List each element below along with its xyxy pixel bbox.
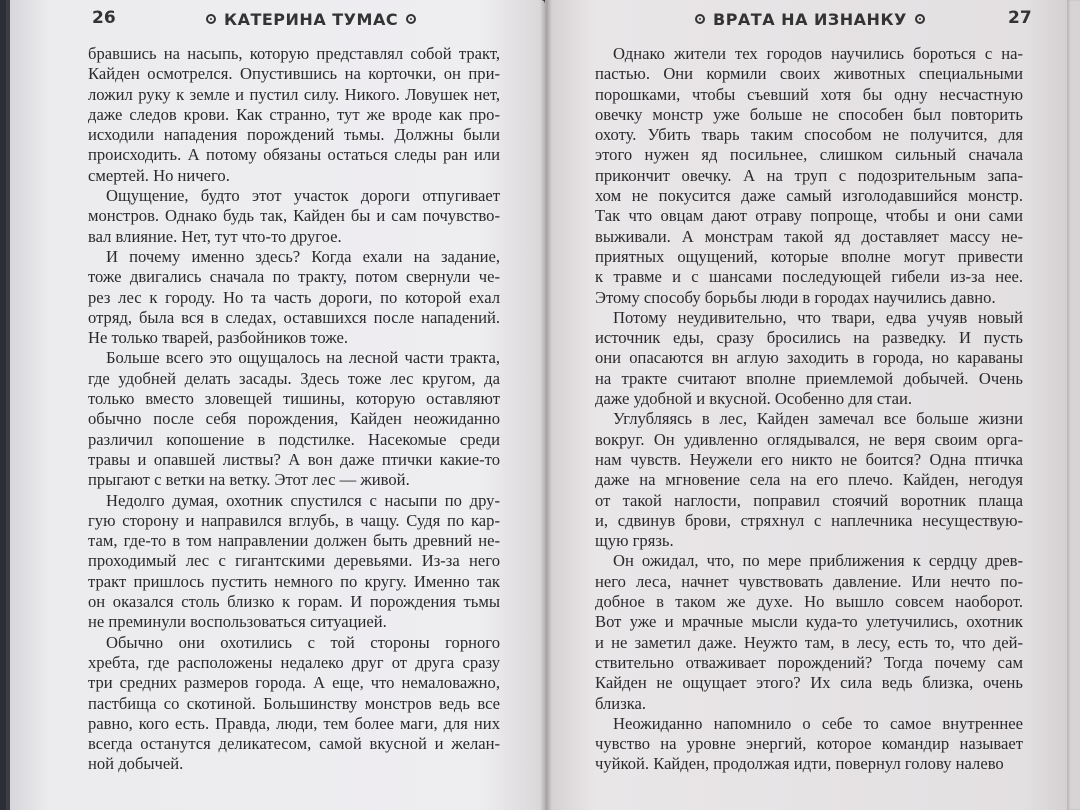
text-line: всегда останутся деликатесом, самой вкусной и желан- — [88, 734, 500, 754]
text-line: только вместо зловещей тишины, которую оставляют — [88, 389, 500, 409]
text-line: бравшись на насыпь, которую представлял собой тракт, — [88, 44, 500, 63]
text-line: Однако жители тех городов научились бороться с на- — [613, 44, 1023, 63]
text-line: охоту. Убить тварь таким способом не получится, для — [595, 125, 1023, 145]
text-line: к травме и с шансами последующей гибели из-за нее. — [595, 267, 1023, 287]
text-line: три средних размеров города. А еще, что немаловажно, — [88, 673, 500, 693]
text-line: хребта, где расположены недалеко друг от друга сразу — [88, 652, 500, 672]
text-line: Неожиданно напомнило о себе то самое внутреннее — [613, 713, 1023, 733]
text-line: даже следов крови. Как странно, тут же вроде как про- — [88, 104, 500, 124]
text-line: Он ожидал, что, по мере приближения к сердцу древ- — [613, 551, 1023, 571]
text-line: обычно после себя порождения, Кайден неожиданно — [88, 409, 500, 429]
right-running-header — [687, 6, 933, 32]
text-line: проходимый лес с гигантскими деревьями. Из-за него — [88, 551, 500, 571]
text-line: тоже двигались сначала по тракту, потом свернули че- — [88, 267, 500, 287]
text-line: хом не покусится даже самый изголодавшийся монстр. — [595, 186, 1023, 206]
text-line: он оказался столь близко к горам. И порождения тьмы — [88, 592, 500, 612]
text-line: и не заметил даже. Неужто там, в лесу, есть то, что дей- — [595, 632, 1023, 652]
header-ornament-icon — [915, 14, 925, 24]
text-line: порошками, чтобы съевший хотя бы одну несчастную — [595, 84, 1023, 104]
text-line: рез лес к городу. Но та часть дороги, по которой ехал — [88, 287, 500, 307]
text-line: Не только тварей, разбойников тоже. — [88, 328, 348, 348]
text-line: источник еды, сразу бросились на разведку. И пусть — [595, 328, 1023, 348]
header-ornament-icon — [695, 14, 705, 24]
text-line: гую сторону и направился вглубь, в чащу. Судя по кар- — [88, 510, 500, 530]
text-line: овечку монстр уже больше не способен был повторить — [595, 104, 1023, 124]
text-line: Обычно они охотились с той стороны горного — [106, 632, 500, 652]
left-page-number: 26 — [92, 8, 116, 28]
text-line: пастью. Они кормили своих животных специальными — [595, 64, 1023, 84]
text-line: равно, кого есть. Правда, люди, тем более маги, для них — [88, 713, 500, 733]
text-line: пастбища со скотиной. Большинству монстров ведь все — [88, 693, 500, 713]
text-line: ложил руку к земле и пустил силу. Никого. Ловушек нет, — [88, 84, 500, 104]
text-line: даже удобной и вкусной. Особенно для стаи. — [595, 389, 913, 409]
text-line: близка. — [595, 693, 647, 713]
text-line: Углубляясь в лес, Кайден замечал все больше жизни — [613, 409, 1023, 429]
text-line: Кайден осмотрелся. Опустившись на корточки, он при- — [88, 64, 500, 84]
text-line: Недолго думая, охотник спустился с насыпи по дру- — [106, 490, 500, 510]
text-line: чуйкой. Кайден, продолжая идти, повернул голову налево — [595, 754, 1004, 774]
text-line: не преминули воспользоваться ситуацией. — [88, 612, 387, 632]
text-line: Вот уже и мрачные мысли куда-то улетучились, охотник — [595, 612, 1023, 632]
text-line: где удобней делать засады. Здесь тоже лес кругом, да — [88, 368, 500, 388]
page-edges — [1067, 0, 1080, 810]
text-line: травы и опавшей листвы? А вон даже птички какие-то — [88, 449, 500, 469]
text-line: от такой наглости, поправил стоячий воротник плаща — [595, 490, 1023, 510]
header-ornament-icon — [406, 14, 416, 24]
header-ornament-icon — [206, 14, 216, 24]
right-page — [545, 0, 1067, 810]
text-line: исходили нападения порождений тьмы. Должны были — [88, 125, 500, 145]
text-line: приятных ощущений, которые вполне могут привести — [595, 246, 1023, 266]
text-line: монстров. Однако будь так, Кайден бы и сам почувство- — [88, 206, 500, 226]
text-line: они опасаются вн аглую заходить в города, но караваны — [595, 348, 1023, 368]
text-line: Больше всего это ощущалось на лесной части тракта, — [106, 348, 500, 368]
left-running-header — [198, 6, 424, 32]
right-page-text — [595, 44, 1023, 775]
left-page — [10, 0, 545, 810]
right-page-number: 27 — [1008, 8, 1032, 28]
text-line: ной добычей. — [88, 754, 184, 774]
left-header-text: КАТЕРИНА ТУМАС — [224, 9, 399, 29]
text-line: Ощущение, будто этот участок дороги отпугивает — [106, 186, 500, 206]
text-line: выживали. А монстрам такой яд доставляет массу не- — [595, 226, 1023, 246]
left-page-text — [88, 44, 500, 775]
text-line: Этому способу борьбы люди в городах научились давно. — [595, 287, 996, 307]
text-line: прыгают с ветки на ветку. Этот лес — живой. — [88, 470, 410, 490]
text-line: на тракте считают вполне приемлемой добычей. Очень — [595, 368, 1023, 388]
text-line: прикончит овечку. А на труп с подозрительным запа- — [595, 165, 1023, 185]
text-line: различил копошение в подстилке. Насекомые среди — [88, 429, 500, 449]
text-line: смертей. Но ничего. — [88, 165, 230, 185]
text-line: происходить. А потому обязаны остаться следы ран или — [88, 145, 500, 165]
text-line: ствительно отваживает порождений? Тогда почему сам — [595, 652, 1023, 672]
text-line: нам чувств. Неужели его никто не боится? Одна птичка — [595, 449, 1023, 469]
text-line: Кайден не ощущает этого? Их сила ведь близка, очень — [595, 673, 1023, 693]
text-line: даже на мгновение села на его плечо. Кайден, негодуя — [595, 470, 1023, 490]
text-line: там, где-то в том направлении должен быть древний не- — [88, 531, 500, 551]
text-line: тракт пришлось пустить немного по кругу. Именно так — [88, 571, 500, 591]
right-header-text: ВРАТА НА ИЗНАНКУ — [713, 9, 907, 29]
text-line: И почему именно здесь? Когда ехали на задание, — [106, 246, 500, 266]
text-line: вал влияние. Нет, тут что-то другое. — [88, 226, 342, 246]
text-line: отряд, была вся в следах, оставшихся после нападений. — [88, 307, 500, 327]
text-line: чувство на уровне энергий, которое командир называет — [595, 734, 1023, 754]
text-line: Потому неудивительно, что твари, едва учуяв новый — [613, 307, 1023, 327]
text-line: добное в таком же духе. Но вышло совсем наоборот. — [595, 592, 1023, 612]
text-line: этого нужен яд посильнее, слишком сильный сначала — [595, 145, 1023, 165]
text-line: него леса, начнет чувствовать давление. Или нечто по- — [595, 571, 1023, 591]
book-spine — [540, 0, 552, 810]
text-line: и, сдвинув брови, стряхнул с наплечника несуществую- — [595, 510, 1023, 530]
text-line: щую грязь. — [595, 531, 674, 551]
text-line: вокруг. Он удивленно оглядывался, не веря своим орга- — [595, 429, 1023, 449]
text-line: Так что овцам дают отраву попроще, чтобы и они сами — [595, 206, 1023, 226]
